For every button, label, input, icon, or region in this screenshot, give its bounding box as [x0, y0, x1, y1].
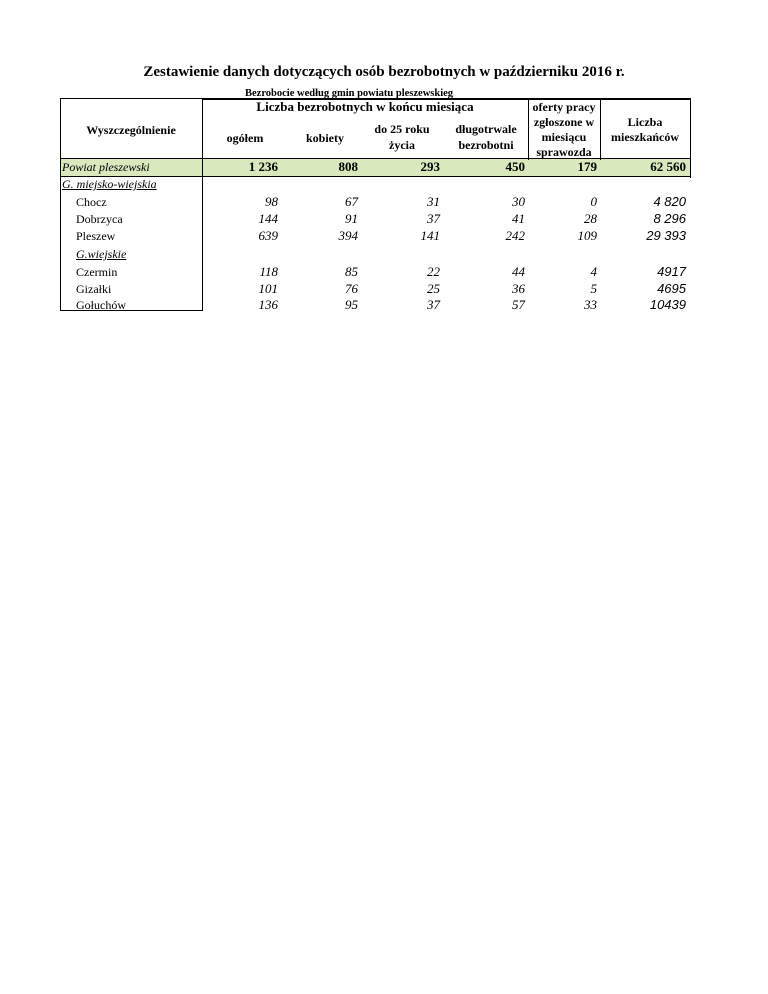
cell-mieszkancy: 62 560	[650, 159, 686, 174]
table-subtitle: Bezrobocie według gmin powiatu pleszewskieg	[245, 88, 454, 99]
header-group-label: Liczba bezrobotnych w końcu miesiąca	[256, 99, 474, 114]
cell-dlugo: 450	[505, 159, 525, 174]
group-label-wiejskie: G.wiejskie	[76, 247, 127, 261]
cell-kobiety: 808	[338, 159, 358, 174]
cell-ogolem: 1 236	[248, 159, 278, 174]
cell-oferty: 179	[577, 159, 597, 174]
row-label: Powiat pleszewski	[62, 160, 150, 174]
page-title: Zestawienie danych dotyczących osób bezrobotnych w październiku 2016 r.	[143, 64, 625, 80]
header-kobiety: kobiety	[305, 131, 344, 145]
cell-do25: 293	[420, 159, 440, 174]
header-ogolem: ogółem	[226, 131, 264, 145]
group-label-miejsko-wiejskie: G. miejsko-wiejskia	[62, 177, 157, 191]
header-wyszczegolnienie: Wyszczególnienie	[86, 123, 176, 137]
